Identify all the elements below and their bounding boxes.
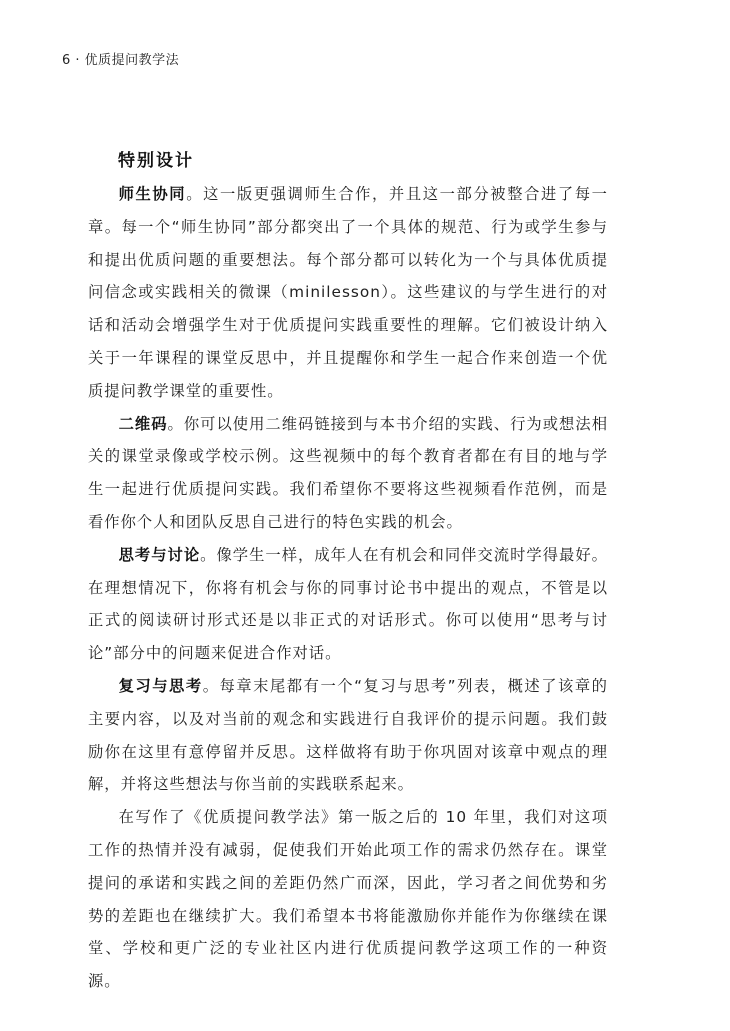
running-header: 6 · 优质提问教学法 [62, 53, 180, 68]
paragraph-text: 。你可以使用二维码链接到与本书介绍的实践、行为或想法相关的课堂录像或学校示例。这些视频中的每个教育者都在有目的地与学生一起进行优质提问实践。我们希望你不要将这些视频看作范例，而是看作你个人和团队反思自己进行的特色实践的机会。 [88, 414, 608, 531]
term-label: 师生协同 [118, 185, 187, 203]
paragraph-qr-code [88, 408, 608, 539]
paragraph-text: 。这一版更强调师生合作，并且这一部分被整合进了每一章。每一个“师生协同”部分都突出了一个具体的规范、行为或学生参与和提出优质问题的重要想法。每个部分都可以转化为一个与具体优质提问信念或实践相关的微课（minilesson）。这些建议的与学生进行的对话和活动会增强学生对于优质提问实践重要性的理解。它们被设计纳入关于一年课程的课堂反思中，并且提醒你和学生一起合作来创造一个优质提问教学课堂的重要性。 [88, 185, 608, 400]
paragraph-review-and-reflect [88, 670, 608, 801]
paragraph-text: 。每章末尾都有一个“复习与思考”列表，概述了该章的主要内容，以及对当前的观念和实践进行自我评价的提示问题。我们鼓励你在这里有意停留并反思。这样做将有助于你巩固对该章中观点的理解，并将这些想法与你当前的实践联系起来。 [88, 676, 608, 794]
term-label: 思考与讨论 [118, 545, 201, 564]
term-label: 复习与思考 [118, 676, 203, 695]
term-label: 二维码 [118, 414, 168, 433]
section-title: 特别设计 [118, 151, 194, 171]
paragraph-text: 。像学生一样，成年人在有机会和同伴交流时学得最好。在理想情况下，你将有机会与你的同事讨论书中提出的观点，不管是以正式的阅读研讨形式还是以非正式的对话形式。你可以使用“思考与讨论”部分中的问题来促进合作对话。 [88, 545, 608, 663]
paragraph-think-and-discuss [88, 539, 608, 670]
body-text [88, 178, 608, 998]
paragraph-closing [88, 801, 608, 998]
paragraph-text: 在写作了《优质提问教学法》第一版之后的 10 年里，我们对这项工作的热情并没有减弱，促使我们开始此项工作的需求仍然存在。课堂提问的承诺和实践之间的差距仍然广而深，因此，学习者之间优势和劣势的差距也在继续扩大。我们希望本书将能激励你并能作为你继续在课堂、学校和更广泛的专业社区内进行优质提问教学这项工作的一种资源。 [88, 808, 608, 991]
paragraph-teacher-student-collaboration [88, 178, 608, 408]
